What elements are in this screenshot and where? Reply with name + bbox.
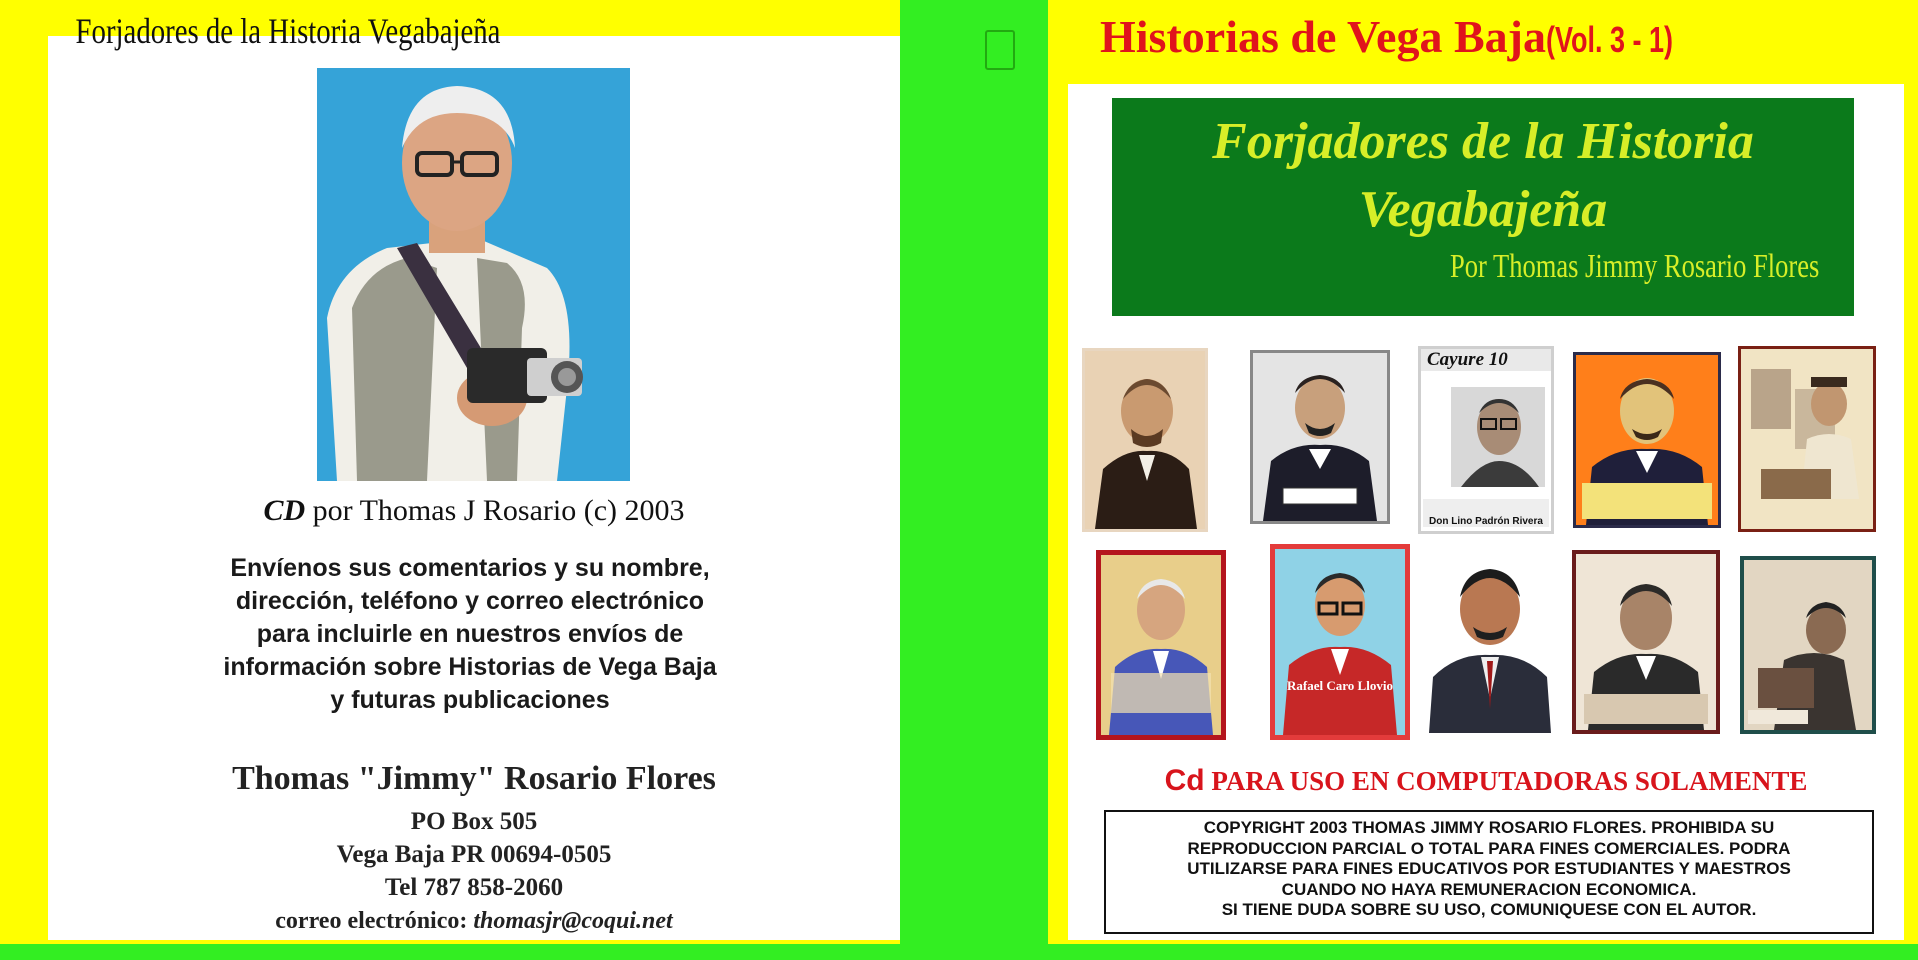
message-line: y futuras publicaciones [330,686,610,714]
historical-photo [1738,346,1876,532]
email-label: correo electrónico: [275,908,474,934]
cayure-label: Cayure 10 [1427,349,1508,370]
email-link[interactable]: thomasjr@coqui.net [473,908,673,934]
author-name: Thomas "Jimmy" Rosario Flores [232,760,716,797]
copyright-line: UTILIZARSE PARA FINES EDUCATIVOS POR ESTUDIANTES Y MAESTROS [1187,859,1791,878]
phone-line: Tel 787 858-2060 [384,874,564,901]
historical-photo [1572,550,1720,734]
historical-photo [1573,352,1721,528]
right-title [1100,10,1715,63]
copyright-line: REPRODUCCION PARCIAL O TOTAL PARA FINES COMERCIALES. PODRA [1187,838,1791,858]
usage-notice [1068,764,1904,798]
historical-photo [1082,348,1208,532]
photo-caption: Don Lino Padrón Rivera [1429,516,1543,527]
left-title: Forjadores de la Historia Vegabajeña [75,11,501,51]
cd-prefix: CD [263,494,306,527]
message-line: información sobre Historias de Vega Baja [223,653,717,681]
cayure-cover-photo [1418,346,1554,534]
po-box: PO Box 505 [410,808,538,835]
bottom-green-strip [0,944,1918,960]
book-byline: Por Thomas Jimmy Rosario Flores [1450,248,1820,285]
contact-message [150,552,790,717]
cd-credit-line [48,494,900,528]
volume-label: (Vol. 3 - 1) [1545,19,1673,60]
message-line: dirección, teléfono y correo electrónico [235,587,705,615]
copyright-line: CUANDO NO HAYA REMUNERACION ECONOMICA. [1281,879,1697,899]
book-title-line1: Forjadores de la Historia [1212,113,1754,170]
spine-green-strip [900,0,1048,960]
book-title-line2: Vegabajeña [1358,181,1608,238]
copyright-line: SI TIENE DUDA SOBRE SU USO, COMUNIQUESE CON EL AUTOR. [1221,900,1757,919]
historical-photo [1096,550,1226,740]
author-portrait [317,68,630,481]
historical-photo [1740,556,1876,734]
series-title: Historias de Vega Baja [1100,11,1546,62]
copyright-line: COPYRIGHT 2003 THOMAS JIMMY ROSARIO FLORES. PROHIBIDA SU [1203,818,1775,837]
message-line: Envíenos sus comentarios y su nombre, [230,554,710,582]
city-line: Vega Baja PR 00694-0505 [336,841,612,868]
usage-prefix: Cd [1164,764,1205,797]
cd-credit-text: por Thomas J Rosario (c) 2003 [305,494,685,527]
copyright-text [1104,818,1874,921]
usage-text: PARA USO EN COMPUTADORAS SOLAMENTE [1204,766,1808,796]
historical-photo [1424,546,1556,736]
historical-photo [1270,544,1410,740]
spine-mark [985,30,1015,70]
photo-caption: Rafael Caro Llovio [1287,678,1393,693]
message-line: para incluirle en nuestros envíos de [256,620,684,648]
historical-photo [1250,350,1390,524]
email-line [48,908,900,935]
